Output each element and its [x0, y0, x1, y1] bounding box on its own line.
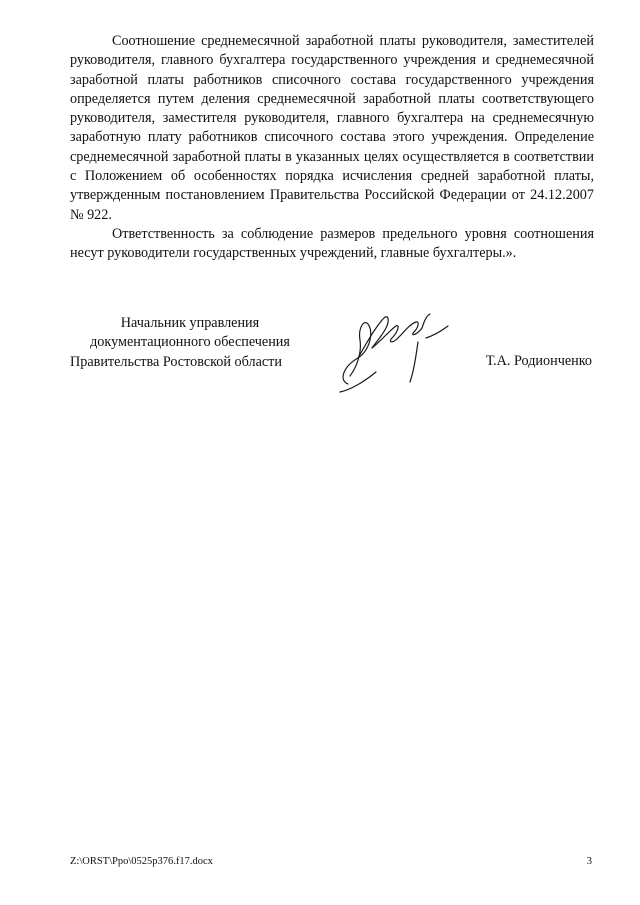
paragraph-salary-ratio: Соотношение среднемесячной заработной платы руководителя, заместителей руководителя, главного бухгалтера государственного учреждения и среднемесячной заработной платы работников списочного состава государственного учреждения определяется путем деления среднемесячной заработной платы соответствующего руководителя, заместителя руководителя, главного бухгалтера на среднемесячную заработную плату работников списочного состава этого учреждения. Определение среднемесячной заработной платы в указанных целях осуществляется в соответствии с Положением об особенностях порядка исчисления средней заработной платы, утвержденным постановлением Правительства Российской Федерации от 24.12.2007 № 922.	[70, 33, 594, 223]
page-number: 3	[586, 856, 592, 867]
handwritten-signature	[330, 302, 460, 398]
position-line-2: документационного обеспечения	[90, 334, 290, 351]
paragraph-responsibility: Ответственность за соблюдение размеров предельного уровня соотношения несут руководители государственных учреждений, главные бухгалтеры.».	[70, 225, 594, 262]
document-body	[70, 32, 594, 264]
position-line-1: Начальник управления	[120, 315, 260, 331]
footer-file-path: Z:\ORST\Ppo\0525p376.f17.docx	[70, 856, 213, 867]
position-line-3: Правительства Ростовской области	[70, 353, 282, 370]
signer-name: Т.А. Родионченко	[485, 353, 592, 369]
signatory-position	[70, 314, 310, 372]
